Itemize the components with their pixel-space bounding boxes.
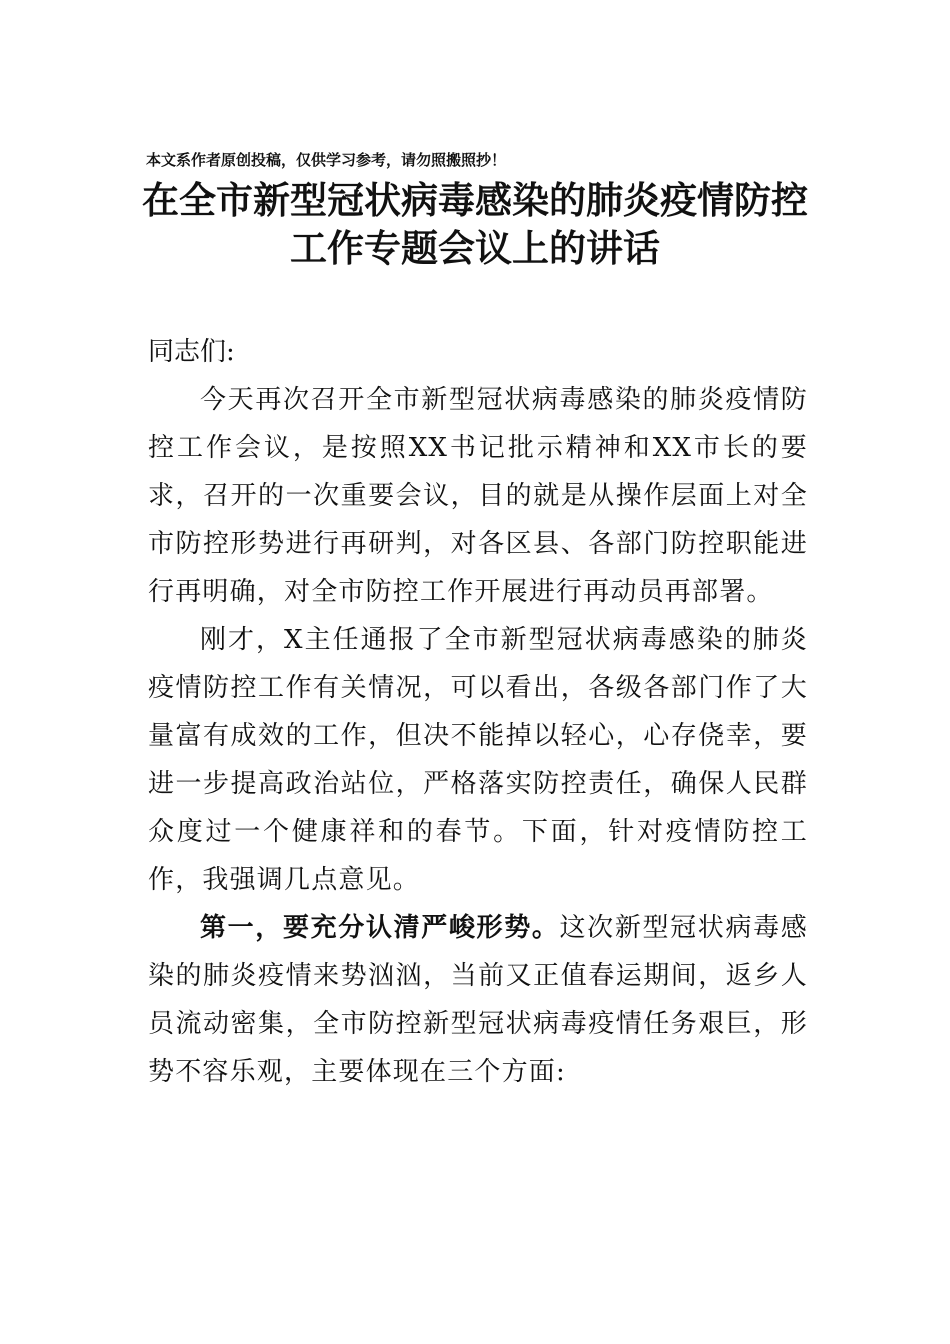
paragraph-text: 今天再次召开全市新型冠状病毒感染的肺炎疫情防控工作会议，是按照XX书记批示精神和XX市长的要求，召开的一次重要会议，目的就是从操作层面上对全市防控形势进行再研判，对各区县、各部门防控职能进行再明确，对全市防控工作开展进行再动员再部署。 <box>148 385 808 607</box>
copyright-notice: 本文系作者原创投稿，仅供学习参考，请勿照搬照抄！ <box>146 151 507 169</box>
paragraph-text: 这次新型冠状病毒感染的肺炎疫情来势汹汹，当前又正值春运期间，返乡人员流动密集，全市防控新型冠状病毒疫情任务艰巨，形势不容乐观，主要体现在三个方面: <box>148 913 808 1087</box>
paragraph-2 <box>148 616 808 904</box>
page-title <box>140 176 810 272</box>
paragraph-1 <box>148 376 808 616</box>
speech-body <box>148 376 808 1096</box>
title-line-1: 在全市新型冠状病毒感染的肺炎疫情防控 <box>142 178 808 222</box>
title-line-2: 工作专题会议上的讲话 <box>290 226 660 270</box>
salutation: 同志们: <box>148 337 235 367</box>
paragraph-3 <box>148 904 808 1096</box>
paragraph-text: 刚才，X主任通报了全市新型冠状病毒感染的肺炎疫情防控工作有关情况，可以看出，各级各部门作了大量富有成效的工作，但决不能掉以轻心，心存侥幸，要进一步提高政治站位，严格落实防控责任，确保人民群众度过一个健康祥和的春节。下面，针对疫情防控工作，我强调几点意见。 <box>148 625 808 895</box>
paragraph-lead-heading: 第一，要充分认清严峻形势。 <box>200 913 560 943</box>
